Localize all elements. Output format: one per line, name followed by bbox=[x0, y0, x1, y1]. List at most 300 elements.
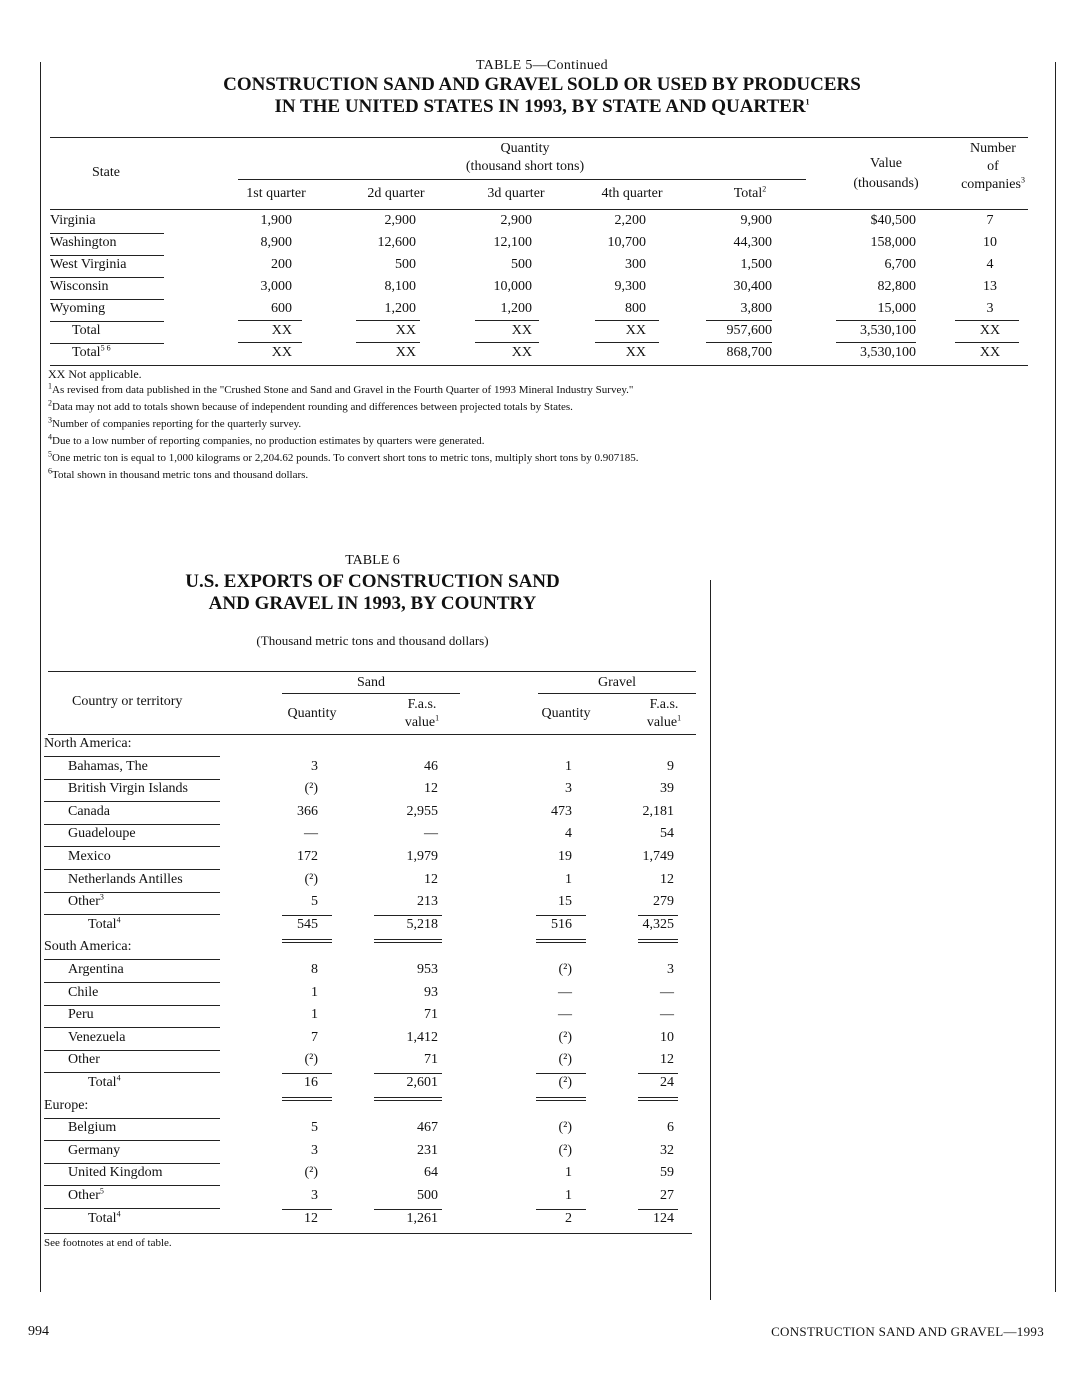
t5-head-total-text: Total bbox=[733, 186, 763, 201]
t6-double-rule bbox=[374, 939, 442, 940]
t6-cell-gq-text: 1 bbox=[565, 759, 572, 774]
t5-row-q3 bbox=[422, 279, 532, 295]
t6-region-label-text: Europe: bbox=[44, 1098, 89, 1113]
t6-row-rule bbox=[44, 1050, 220, 1051]
t6-country-name-text: Mexico bbox=[68, 849, 111, 864]
t6-cell-sq bbox=[218, 1188, 318, 1204]
t6-cell-gv bbox=[574, 759, 674, 775]
t5-row-state-text: Virginia bbox=[50, 213, 96, 228]
t5-row-q1 bbox=[182, 345, 292, 361]
t6-gravel-rule bbox=[538, 693, 696, 694]
t5-row-value-text: $40,500 bbox=[870, 213, 916, 228]
t6-country-name-text: Chile bbox=[68, 985, 99, 1000]
t6-cell-gv bbox=[574, 826, 674, 842]
t6-cell-gv bbox=[574, 849, 674, 865]
t5-row-q4-text: 300 bbox=[625, 257, 646, 272]
t5-row-state-text: West Virginia bbox=[50, 257, 127, 272]
table5-title-line1: CONSTRUCTION SAND AND GRAVEL SOLD OR USED BY PRODUCERS bbox=[223, 74, 861, 95]
t5-sum-rule bbox=[836, 342, 916, 343]
t5-top-rule bbox=[50, 137, 1028, 138]
t5-sum-rule bbox=[706, 320, 772, 321]
t6-head-gravel bbox=[538, 675, 696, 691]
t6-cell-sq-text: 8 bbox=[311, 962, 318, 977]
t5-row-q2-text: 1,200 bbox=[384, 301, 416, 316]
t6-header-bottom-rule bbox=[48, 734, 696, 735]
t5-row-q1 bbox=[182, 323, 292, 339]
t5-sum-rule bbox=[706, 342, 772, 343]
t6-head-sand-fas-1 bbox=[382, 697, 462, 713]
t6-head-gravel-fas-2 bbox=[624, 715, 704, 731]
t5-row-state bbox=[50, 301, 105, 317]
t5-row-companies bbox=[960, 301, 1020, 317]
t5-row-value bbox=[806, 279, 916, 295]
t6-total-label-sup: 4 bbox=[116, 1209, 121, 1219]
t5-head-companies-3-text: companies bbox=[961, 177, 1021, 192]
t5-footnote-text: As revised from data published in the "Crushed Stone and Sand and Gravel in the Fourth Quarter of 1993 Mineral Industry Survey." bbox=[52, 384, 634, 396]
t5-row-total-text: 30,400 bbox=[733, 279, 772, 294]
t5-sum-rule bbox=[356, 320, 420, 321]
t6-total-label-text: Total bbox=[88, 917, 117, 932]
t5-head-value-unit-text: (thousands) bbox=[853, 176, 919, 191]
t5-row-value bbox=[806, 235, 916, 251]
t5-row-q2-text: 8,100 bbox=[384, 279, 416, 294]
t5-row-value bbox=[806, 345, 916, 361]
t6-note-text: See footnotes at end of table. bbox=[44, 1237, 172, 1249]
t6-country-name-text: Peru bbox=[68, 1007, 94, 1022]
t6-cell-sq bbox=[218, 826, 318, 842]
t6-head-gravel-fas-2-sup: 1 bbox=[677, 713, 682, 723]
t6-cell-sv bbox=[338, 1030, 438, 1046]
t6-cell-sq bbox=[218, 894, 318, 910]
t6-double-rule bbox=[282, 942, 332, 943]
t5-row-q4 bbox=[536, 345, 646, 361]
t6-cell-gv-text: 12 bbox=[660, 1052, 674, 1067]
t6-country-name bbox=[68, 1030, 126, 1046]
t6-double-rule bbox=[282, 939, 332, 940]
t5-row-q4-text: 800 bbox=[625, 301, 646, 316]
t6-cell-gq bbox=[472, 1052, 572, 1068]
t6-country-name bbox=[68, 826, 136, 842]
t6-cell-gv bbox=[574, 872, 674, 888]
t5-footnote bbox=[48, 466, 309, 481]
t6-cell-sq bbox=[218, 849, 318, 865]
t5-row-total-text: 957,600 bbox=[726, 323, 772, 338]
t5-row-companies-text: 4 bbox=[986, 257, 994, 272]
t6-cell-gq-text: 1 bbox=[565, 872, 572, 887]
t5-row-q4-text: XX bbox=[625, 345, 646, 360]
t5-row-total bbox=[662, 323, 772, 339]
t6-cell-sq-text: 3 bbox=[311, 759, 318, 774]
t5-row-total bbox=[662, 257, 772, 273]
t6-cell-gv bbox=[574, 1165, 674, 1181]
t5-row-value-text: 158,000 bbox=[870, 235, 916, 250]
t5-row-state bbox=[72, 323, 101, 339]
t5-row-q2 bbox=[306, 301, 416, 317]
t5-row-value-text: 3,530,100 bbox=[860, 323, 916, 338]
t6-double-rule bbox=[536, 939, 586, 940]
t5-row-companies bbox=[960, 345, 1020, 361]
table5-label: TABLE 5—Continued bbox=[476, 58, 608, 73]
t6-row-rule bbox=[44, 914, 220, 915]
t5-row-state-text: Wyoming bbox=[50, 301, 106, 316]
t5-row-q2-text: XX bbox=[395, 323, 416, 338]
t6-country-name bbox=[68, 759, 148, 775]
t6-cell-gv bbox=[574, 1120, 674, 1136]
t5-row-q1 bbox=[182, 213, 292, 229]
t6-region-rule bbox=[44, 959, 220, 960]
t5-footnote-text: One metric ton is equal to 1,000 kilograms or 2,204.62 pounds. To convert short tons to metric tons, multiply short tons by 0.907185. bbox=[52, 452, 639, 464]
t6-double-rule bbox=[536, 1097, 586, 1098]
t5-row-q3 bbox=[422, 257, 532, 273]
t6-sum-rule bbox=[282, 915, 332, 916]
t6-cell-gq-text: (²) bbox=[558, 1120, 572, 1135]
t6-cell-gq bbox=[472, 985, 572, 1001]
t5-head-q1 bbox=[216, 186, 336, 202]
t6-cell-gq bbox=[472, 1188, 572, 1204]
t6-row-rule bbox=[44, 801, 220, 802]
t6-cell-sv-text: 1,412 bbox=[406, 1030, 438, 1045]
t6-head-country-text: Country or territory bbox=[72, 694, 183, 709]
t6-cell-gv-text: 10 bbox=[660, 1030, 674, 1045]
t6-row-rule bbox=[44, 1163, 220, 1164]
t5-row-q1-text: XX bbox=[271, 323, 292, 338]
t5-row-companies-text: 10 bbox=[983, 235, 997, 250]
t5-head-companies-3-sup: 3 bbox=[1020, 175, 1025, 185]
t5-head-companies-1-text: Number bbox=[970, 141, 1016, 156]
t6-cell-gq-text: (²) bbox=[558, 962, 572, 977]
t5-head-state bbox=[92, 165, 120, 181]
t5-row-q1-text: 8,900 bbox=[260, 235, 292, 250]
t6-cell-sv bbox=[338, 781, 438, 797]
t6-country-name-text: Bahamas, The bbox=[68, 759, 148, 774]
t6-cell-sv bbox=[338, 917, 438, 933]
t5-row-q3 bbox=[422, 345, 532, 361]
t6-country-name bbox=[68, 894, 104, 910]
t6-country-name-text: Other bbox=[68, 1188, 100, 1203]
t6-cell-sq-text: 7 bbox=[311, 1030, 318, 1045]
t5-row-companies bbox=[960, 213, 1020, 229]
t5-row-q1-text: 600 bbox=[271, 301, 292, 316]
t5-row-companies-text: 13 bbox=[983, 279, 997, 294]
t5-row-rule bbox=[50, 321, 164, 322]
t6-head-gravel-fas-1 bbox=[624, 697, 704, 713]
t5-footnote-text: Total shown in thousand metric tons and thousand dollars. bbox=[52, 469, 309, 481]
t5-footnote bbox=[48, 381, 634, 396]
t6-head-sand-fas-2 bbox=[382, 715, 462, 731]
t5-footnote bbox=[48, 432, 485, 447]
table6-subtitle: (Thousand metric tons and thousand dollars) bbox=[256, 633, 489, 648]
t6-cell-gv bbox=[574, 985, 674, 1001]
t6-country-name-text: Other bbox=[68, 894, 100, 909]
right-margin-rule bbox=[1055, 62, 1056, 1292]
t6-region-label-text: North America: bbox=[44, 736, 132, 751]
t5-row-companies bbox=[960, 279, 1020, 295]
t5-sum-rule bbox=[475, 342, 539, 343]
t6-region-label bbox=[44, 736, 131, 752]
t6-row-rule bbox=[44, 846, 220, 847]
t6-cell-sq-text: 1 bbox=[311, 1007, 318, 1022]
t6-cell-sv-text: 12 bbox=[424, 872, 438, 887]
t5-row-state-text: Total bbox=[72, 323, 101, 338]
t6-region-label bbox=[44, 1098, 88, 1114]
t6-cell-sq bbox=[218, 985, 318, 1001]
t5-row-q3-text: 1,200 bbox=[500, 301, 532, 316]
t5-footnote-marker: 2 bbox=[48, 398, 52, 408]
t5-row-companies bbox=[960, 235, 1020, 251]
t6-cell-gq bbox=[472, 872, 572, 888]
t6-cell-gq-text: 516 bbox=[551, 917, 572, 932]
t6-cell-gq bbox=[472, 1165, 572, 1181]
t5-row-q3 bbox=[422, 301, 532, 317]
t5-head-quantity-unit bbox=[420, 159, 630, 175]
t6-country-name bbox=[68, 962, 124, 978]
t5-row-value bbox=[806, 301, 916, 317]
t6-country-name-text: Other bbox=[68, 1052, 100, 1067]
t5-row-q4-text: XX bbox=[625, 323, 646, 338]
t6-country-name-text: Argentina bbox=[68, 962, 124, 977]
t6-cell-sq bbox=[218, 1030, 318, 1046]
t5-row-state bbox=[50, 213, 96, 229]
t6-cell-sq-text: (²) bbox=[304, 1165, 318, 1180]
t6-cell-sv-text: 71 bbox=[424, 1007, 438, 1022]
t6-cell-gv-text: — bbox=[660, 985, 674, 1000]
t5-footnote bbox=[48, 449, 639, 464]
t5-row-q1 bbox=[182, 235, 292, 251]
t6-country-name-text: Canada bbox=[68, 804, 110, 819]
t6-country-name bbox=[68, 1165, 163, 1181]
t6-cell-gv bbox=[574, 1211, 674, 1227]
t5-row-value bbox=[806, 323, 916, 339]
t6-cell-gv bbox=[574, 962, 674, 978]
t5-row-q1-text: 200 bbox=[271, 257, 292, 272]
t5-sum-rule bbox=[595, 342, 659, 343]
t6-cell-gq bbox=[472, 1120, 572, 1136]
t6-cell-gv-text: 24 bbox=[660, 1075, 674, 1090]
t6-cell-gv bbox=[574, 917, 674, 933]
t5-footnote-text: Due to a low number of reporting companies, no production estimates by quarters were generated. bbox=[52, 435, 485, 447]
t6-country-name bbox=[68, 1007, 94, 1023]
t6-cell-sq-text: 172 bbox=[297, 849, 318, 864]
t5-row-value-text: 82,800 bbox=[877, 279, 916, 294]
t5-row-q4 bbox=[536, 279, 646, 295]
t6-sum-rule bbox=[638, 1209, 678, 1210]
t5-row-q3-text: 10,000 bbox=[493, 279, 532, 294]
t6-cell-gv bbox=[574, 1030, 674, 1046]
t6-note bbox=[44, 1237, 172, 1249]
t6-cell-sq bbox=[218, 962, 318, 978]
t6-cell-gv-text: 59 bbox=[660, 1165, 674, 1180]
t6-cell-sq-text: 12 bbox=[304, 1211, 318, 1226]
t6-cell-sv bbox=[338, 1143, 438, 1159]
t5-row-total bbox=[662, 345, 772, 361]
t6-cell-sv bbox=[338, 826, 438, 842]
t5-row-companies-text: XX bbox=[979, 323, 1001, 338]
t6-cell-sv bbox=[338, 894, 438, 910]
t6-country-name bbox=[68, 1143, 120, 1159]
t6-cell-gv-text: 3 bbox=[667, 962, 674, 977]
t6-sum-rule bbox=[282, 1209, 332, 1210]
t6-cell-gq bbox=[472, 804, 572, 820]
running-title: CONSTRUCTION SAND AND GRAVEL—1993 bbox=[771, 1324, 1044, 1339]
t6-bottom-rule bbox=[44, 1233, 692, 1234]
t6-cell-gq bbox=[472, 1143, 572, 1159]
t6-cell-sv-text: 46 bbox=[424, 759, 438, 774]
t6-cell-sq-text: 545 bbox=[297, 917, 318, 932]
table6-title-line1: U.S. EXPORTS OF CONSTRUCTION SAND bbox=[185, 571, 560, 592]
t6-double-rule bbox=[638, 939, 678, 940]
t5-row-total bbox=[662, 213, 772, 229]
t6-row-rule bbox=[44, 892, 220, 893]
t6-head-gravel-fas-1-text: F.a.s. bbox=[649, 697, 679, 712]
t6-cell-sq-text: 1 bbox=[311, 985, 318, 1000]
t6-country-name bbox=[68, 781, 188, 797]
t6-cell-gq bbox=[472, 917, 572, 933]
t5-row-q2-text: 2,900 bbox=[384, 213, 416, 228]
t5-sum-rule bbox=[238, 320, 302, 321]
t6-country-name-text: United Kingdom bbox=[68, 1165, 163, 1180]
t6-cell-sv bbox=[338, 872, 438, 888]
t5-footnote-text: Number of companies reporting for the quarterly survey. bbox=[52, 418, 302, 430]
t6-row-rule bbox=[44, 1140, 220, 1141]
t5-row-rule bbox=[50, 299, 164, 300]
t5-row-q3 bbox=[422, 323, 532, 339]
t6-cell-sv bbox=[338, 985, 438, 1001]
t6-cell-gq-text: — bbox=[558, 985, 572, 1000]
t6-total-label-sup: 4 bbox=[116, 1073, 121, 1083]
t6-cell-sq-text: 5 bbox=[311, 894, 318, 909]
t6-cell-gv-text: 4,325 bbox=[642, 917, 674, 932]
t6-sum-rule bbox=[282, 1073, 332, 1074]
t6-country-name bbox=[68, 1188, 104, 1204]
t6-row-rule bbox=[44, 1005, 220, 1006]
t6-region-rule bbox=[44, 1118, 220, 1119]
t6-double-rule bbox=[282, 1097, 332, 1098]
t6-cell-sv-text: 231 bbox=[417, 1143, 438, 1158]
t6-cell-gq-text: (²) bbox=[558, 1052, 572, 1067]
t6-sum-rule bbox=[374, 915, 442, 916]
t6-cell-sv bbox=[338, 849, 438, 865]
t6-cell-gv-text: 32 bbox=[660, 1143, 674, 1158]
t6-cell-sq-text: (²) bbox=[304, 872, 318, 887]
t5-head-value-text: Value bbox=[870, 156, 902, 171]
t5-head-q3-text: 3d quarter bbox=[487, 186, 545, 201]
table5-title-line2: IN THE UNITED STATES IN 1993, BY STATE AND QUARTER$^1$ bbox=[274, 96, 810, 117]
t6-cell-sq-text: 5 bbox=[311, 1120, 318, 1135]
t6-head-sand-fas-1-text: F.a.s. bbox=[407, 697, 437, 712]
t6-head-gravel-fas-2-text: value bbox=[646, 715, 678, 730]
t6-cell-gq bbox=[472, 1075, 572, 1091]
t6-cell-sv bbox=[338, 1007, 438, 1023]
t6-cell-gq-text: 1 bbox=[565, 1188, 572, 1203]
t5-row-state-text: Washington bbox=[50, 235, 117, 250]
t5-row-value-text: 3,530,100 bbox=[860, 345, 916, 360]
t6-cell-gv bbox=[574, 1143, 674, 1159]
table6-title bbox=[180, 571, 565, 615]
t6-cell-gq-text: 2 bbox=[565, 1211, 572, 1226]
t5-sum-rule bbox=[955, 320, 1019, 321]
t5-row-total-text: 3,800 bbox=[740, 301, 772, 316]
t6-cell-sv-text: — bbox=[424, 826, 438, 841]
t5-row-total-text: 44,300 bbox=[733, 235, 772, 250]
t5-head-q2-text: 2d quarter bbox=[367, 186, 425, 201]
t6-country-name-text: Venezuela bbox=[68, 1030, 126, 1045]
t6-cell-gv-text: 6 bbox=[667, 1120, 674, 1135]
t6-cell-sq-text: 16 bbox=[304, 1075, 318, 1090]
t6-cell-gq-text: 19 bbox=[558, 849, 572, 864]
t6-cell-gv-text: 1,749 bbox=[642, 849, 674, 864]
t5-head-value bbox=[836, 156, 936, 172]
t6-double-rule bbox=[536, 1100, 586, 1101]
t6-double-rule bbox=[282, 1100, 332, 1101]
t5-sum-rule bbox=[238, 342, 302, 343]
t5-footnote bbox=[48, 398, 573, 413]
t6-country-name-text: Belgium bbox=[68, 1120, 117, 1135]
t6-double-rule bbox=[536, 942, 586, 943]
t6-cell-gv-text: 54 bbox=[660, 826, 674, 841]
t6-cell-gv-text: 279 bbox=[653, 894, 674, 909]
t6-row-rule bbox=[44, 1185, 220, 1186]
t6-cell-sv-text: 953 bbox=[417, 962, 438, 977]
t5-head-companies-2-text: of bbox=[987, 159, 999, 174]
t6-sum-rule bbox=[536, 1073, 586, 1074]
t6-sand-rule bbox=[282, 693, 460, 694]
t6-cell-sv bbox=[338, 1120, 438, 1136]
t6-head-sand-fas-2-text: value bbox=[404, 715, 436, 730]
t6-cell-sv-text: 93 bbox=[424, 985, 438, 1000]
t5-row-q1-text: 1,900 bbox=[260, 213, 292, 228]
t5-row-q2 bbox=[306, 213, 416, 229]
t6-head-gravel-qty-text: Quantity bbox=[541, 706, 591, 721]
t5-row-q2 bbox=[306, 257, 416, 273]
t5-footnote-marker: 5 bbox=[48, 449, 52, 459]
t5-row-q4-text: 2,200 bbox=[614, 213, 646, 228]
t6-double-rule bbox=[374, 1097, 442, 1098]
t6-cell-sq-text: 3 bbox=[311, 1143, 318, 1158]
t6-country-name bbox=[68, 872, 183, 888]
t5-row-q3 bbox=[422, 235, 532, 251]
t5-row-q1 bbox=[182, 257, 292, 273]
column-divider-rule bbox=[710, 580, 711, 1300]
t6-cell-gv bbox=[574, 1052, 674, 1068]
t5-row-total bbox=[662, 235, 772, 251]
t5-row-companies bbox=[960, 257, 1020, 273]
t6-cell-sv-text: 71 bbox=[424, 1052, 438, 1067]
t5-row-companies-text: 3 bbox=[986, 301, 994, 316]
t5-row-q3-text: 2,900 bbox=[500, 213, 532, 228]
t5-head-companies-1 bbox=[948, 141, 1038, 157]
t6-country-name-text: British Virgin Islands bbox=[68, 781, 188, 796]
t5-row-q1 bbox=[182, 301, 292, 317]
t6-cell-gv-text: 9 bbox=[667, 759, 674, 774]
t6-country-name bbox=[68, 849, 111, 865]
t6-cell-sq-text: (²) bbox=[304, 781, 318, 796]
t5-row-rule bbox=[50, 277, 164, 278]
t6-sum-rule bbox=[536, 1209, 586, 1210]
t6-cell-sq bbox=[218, 1143, 318, 1159]
t6-cell-gq bbox=[472, 894, 572, 910]
t6-head-sand-text: Sand bbox=[357, 675, 385, 690]
t5-head-total-sup: 2 bbox=[762, 184, 767, 194]
t5-row-q3 bbox=[422, 213, 532, 229]
t6-total-label-text: Total bbox=[88, 1075, 117, 1090]
t5-head-quantity bbox=[440, 141, 610, 157]
t5-row-q4 bbox=[536, 323, 646, 339]
t6-cell-gq-text: 4 bbox=[565, 826, 572, 841]
t6-total-label-sup: 4 bbox=[116, 915, 121, 925]
t5-row-value bbox=[806, 213, 916, 229]
table6-title-line2: AND GRAVEL IN 1993, BY COUNTRY bbox=[208, 593, 537, 614]
t5-row-q3-text: XX bbox=[511, 323, 532, 338]
